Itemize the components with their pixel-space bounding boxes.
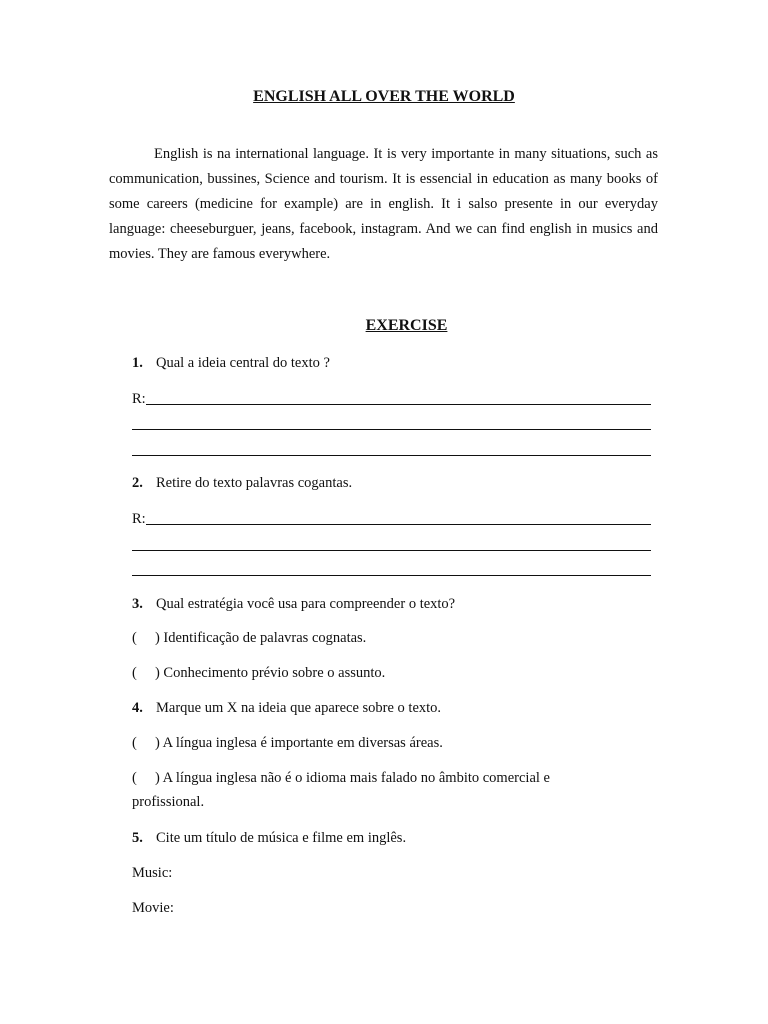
question-2 [132, 473, 352, 493]
answer-line[interactable] [146, 404, 651, 405]
question-number: 5. [132, 830, 143, 846]
question-number: 3. [132, 596, 143, 612]
answer-label: R: [132, 391, 146, 407]
question-3 [132, 594, 455, 614]
answer-line[interactable] [132, 455, 651, 456]
answer-line[interactable] [132, 575, 651, 576]
music-field-label[interactable]: Music: [132, 865, 173, 881]
question-4 [132, 698, 441, 718]
question-text: Retire do texto palavras cogantas. [156, 475, 353, 491]
question-number: 2. [132, 475, 143, 491]
option-checkbox-cognates[interactable]: ( ) Identificação de palavras cognatas. [132, 630, 367, 646]
option-checkbox-not-most-spoken[interactable]: ( ) A língua inglesa não é o idioma mais falado no âmbito comercial e [132, 770, 550, 786]
option-checkbox-important[interactable]: ( ) A língua inglesa é importante em diversas áreas. [132, 735, 443, 751]
option-checkbox-prior-knowledge[interactable]: ( ) Conhecimento prévio sobre o assunto. [132, 665, 386, 681]
answer-label: R: [132, 511, 146, 527]
question-1 [132, 353, 330, 373]
intro-paragraph [109, 142, 658, 267]
question-text: Qual estratégia você usa para compreender o texto? [156, 596, 456, 612]
answer-line[interactable] [146, 524, 651, 525]
answer-line[interactable] [132, 550, 651, 551]
document-title: ENGLISH ALL OVER THE WORLD [253, 88, 515, 105]
question-5 [132, 828, 406, 848]
question-text: Qual a ideia central do texto ? [156, 355, 330, 371]
intro-paragraph-text: English is na international language. It is very importante in many situations, such as communication, bussines, Science and tourism. It is essencial in education as many books of some careers (medicine for example) are in english. It i salso presente in our everyday language: cheeseburguer, jeans, facebook, instagram. And we can find english in musics and movies. They are famous everywhere. [109, 146, 658, 262]
question-number: 4. [132, 700, 143, 716]
question-text: Cite um título de música e filme em inglês. [156, 830, 407, 846]
exercise-title: EXERCISE [365, 317, 448, 334]
answer-line[interactable] [132, 429, 651, 430]
movie-field-label[interactable]: Movie: [132, 900, 174, 916]
question-number: 1. [132, 355, 143, 371]
option-continuation: profissional. [132, 794, 205, 810]
question-text: Marque um X na ideia que aparece sobre o texto. [156, 700, 442, 716]
